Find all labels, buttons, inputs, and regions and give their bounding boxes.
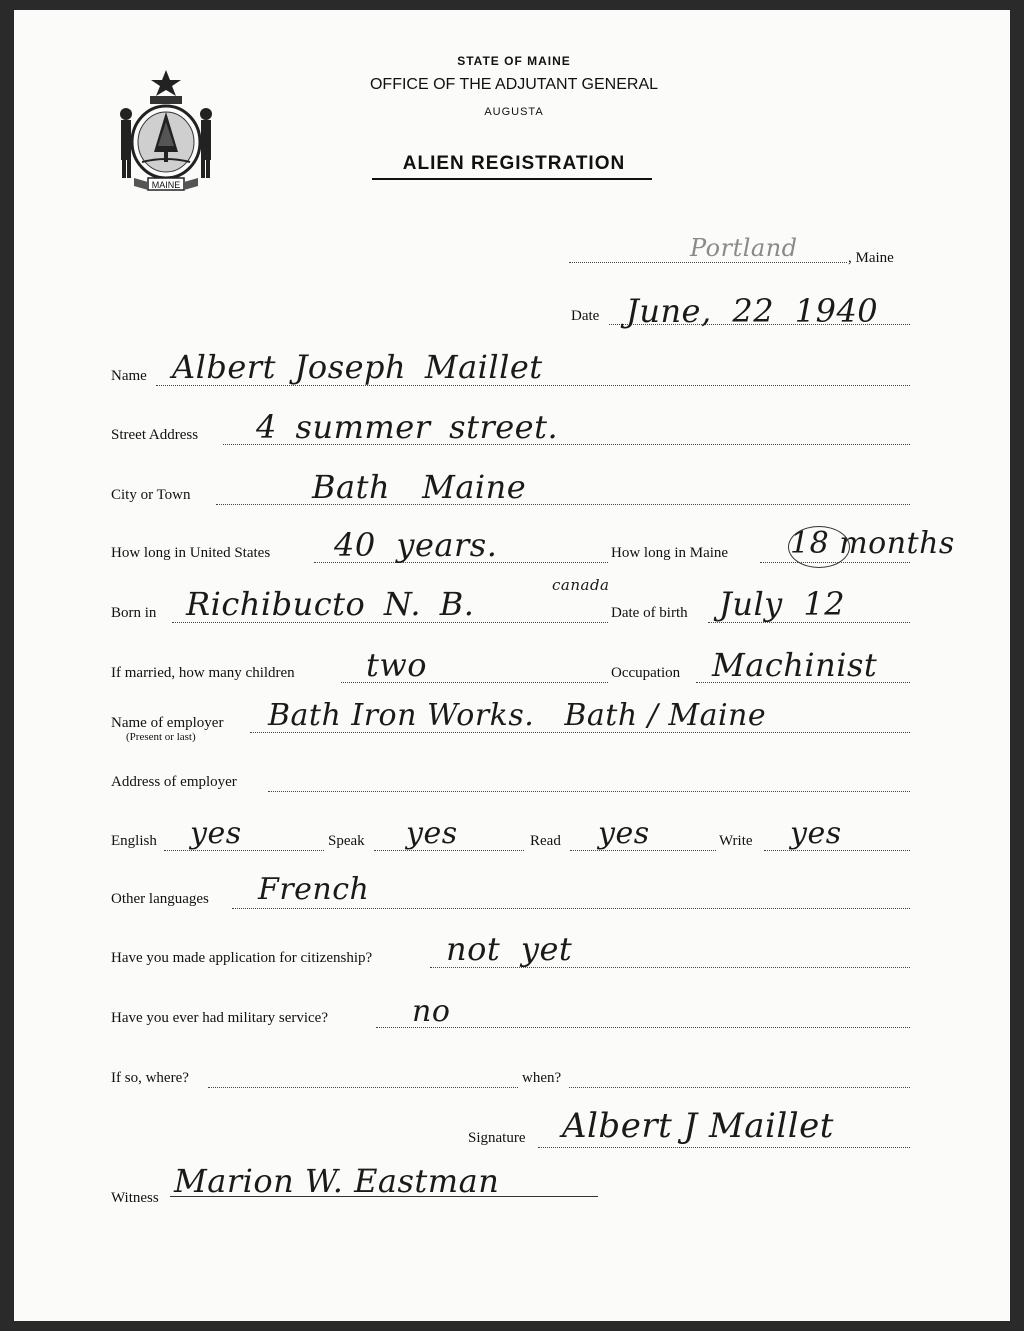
english-label: English <box>111 833 157 849</box>
citizenship-label: Have you made application for citizenship? <box>111 950 373 966</box>
maine-time-label: How long in Maine <box>611 545 729 561</box>
location-line <box>569 262 847 263</box>
name-value: Albert Joseph Maillet <box>172 348 543 386</box>
employer-address-label: Address of employer <box>111 774 237 790</box>
city-value: Bath Maine <box>312 468 527 506</box>
read-value: yes <box>598 816 650 851</box>
maine-state-seal-icon <box>112 66 220 194</box>
location-suffix: , Maine <box>848 250 894 266</box>
write-value: yes <box>790 816 842 851</box>
born-label: Born in <box>111 605 157 621</box>
where-line <box>208 1087 518 1088</box>
seal-banner-text: MAINE <box>151 180 181 190</box>
born-value: Richibucto N. B. <box>186 585 475 623</box>
birth-date-value: July 12 <box>719 585 846 623</box>
children-label: If married, how many children <box>111 665 295 681</box>
military-value: no <box>412 994 451 1029</box>
date-value: June, 22 1940 <box>626 292 879 330</box>
header-city: AUGUSTA <box>484 106 544 118</box>
signature-line <box>538 1147 910 1148</box>
city-label: City or Town <box>111 487 191 503</box>
us-years-value: 40 years. <box>334 526 498 564</box>
where-label: If so, where? <box>111 1070 189 1086</box>
street-value: 4 summer street. <box>256 408 559 446</box>
circle-mark <box>788 526 850 568</box>
english-value: yes <box>190 816 242 851</box>
speak-value: yes <box>406 816 458 851</box>
other-languages-label: Other languages <box>111 891 209 907</box>
military-line <box>376 1027 910 1028</box>
name-label: Name <box>111 368 147 384</box>
header-state: STATE OF MAINE <box>457 54 571 68</box>
maine-time-value: 18 months <box>790 526 955 561</box>
occupation-value: Machinist <box>712 646 878 684</box>
date-label: Date <box>571 308 600 324</box>
employer-sublabel: (Present or last) <box>126 731 196 743</box>
military-label: Have you ever had military service? <box>111 1010 328 1026</box>
street-label: Street Address <box>111 427 199 443</box>
employer-value: Bath Iron Works. Bath / Maine <box>268 698 767 733</box>
read-label: Read <box>530 833 561 849</box>
signature-value: Albert J Maillet <box>562 1106 834 1146</box>
employer-address-line <box>268 791 910 792</box>
when-line <box>569 1087 910 1088</box>
us-years-label: How long in United States <box>111 545 271 561</box>
alien-registration-form <box>14 10 1010 1321</box>
english-line <box>164 850 324 851</box>
occupation-label: Occupation <box>611 665 681 681</box>
speak-label: Speak <box>328 833 365 849</box>
location-value: Portland <box>690 234 798 262</box>
birth-date-label: Date of birth <box>611 605 688 621</box>
citizenship-value: not yet <box>446 930 573 968</box>
witness-value: Marion W. Eastman <box>174 1162 500 1200</box>
other-languages-value: French <box>258 872 370 907</box>
title-underline <box>372 178 652 180</box>
write-label: Write <box>719 833 753 849</box>
children-value: two <box>366 646 428 684</box>
when-label: when? <box>522 1070 562 1086</box>
born-note: canada <box>552 576 610 594</box>
page-title: ALIEN REGISTRATION <box>402 153 626 174</box>
signature-label: Signature <box>468 1130 526 1146</box>
header-office: OFFICE OF THE ADJUTANT GENERAL <box>369 76 659 93</box>
other-languages-line <box>232 908 910 909</box>
witness-label: Witness <box>111 1190 159 1206</box>
employer-label: Name of employer <box>111 715 224 731</box>
